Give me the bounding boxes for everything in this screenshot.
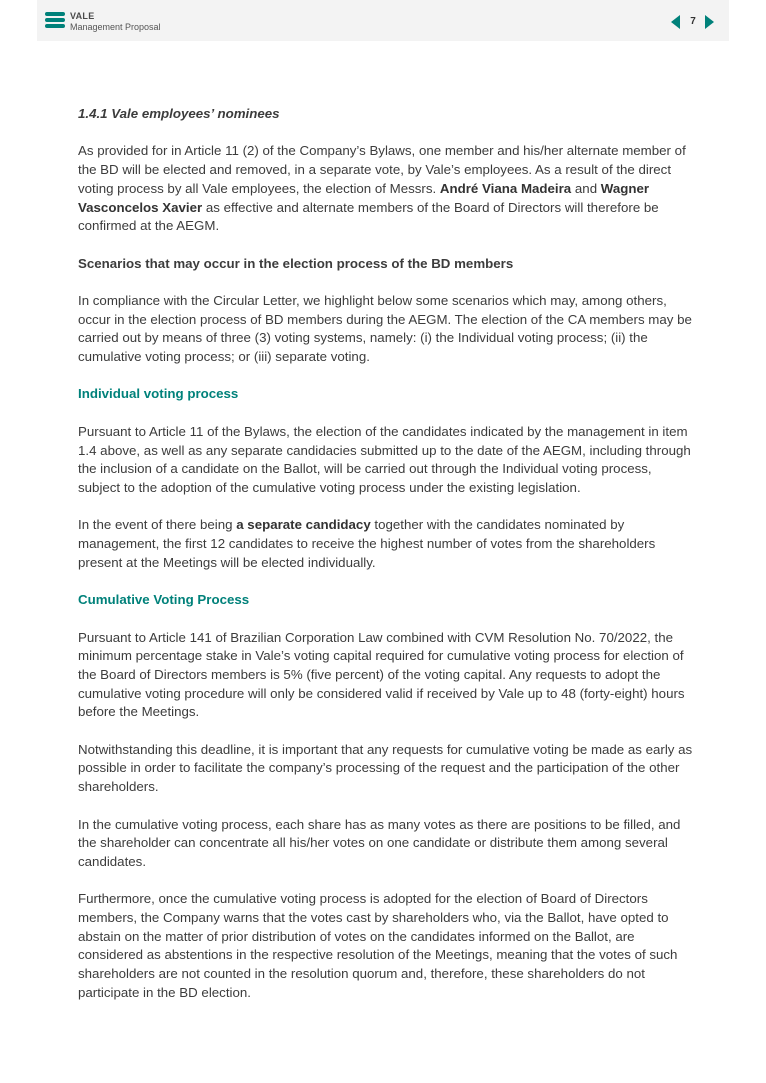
bold-text: a separate candidacy	[236, 517, 371, 533]
paragraph-abstentions: Furthermore, once the cumulative voting process is adopted for the election of Board of Directors members, the Company warns that the votes cast by shareholders who, via the Ballot, have opted to abstain on the matter of prior distribution of votes on the candidates informed on the Ballot, are considered as abstentions in the respective resolution of the Meetings, meaning that the votes of such shareholders are not counted in the resolution quorum and, therefore, these shareholders do not participate in the BD election.	[78, 891, 678, 1000]
menu-icon[interactable]	[45, 12, 65, 28]
paragraph-votes-per-share: In the cumulative voting process, each share has as many votes as there are positions to be filled, and the shareholder can concentrate all his/her votes on one candidate or distribute them among several candidates.	[78, 816, 681, 869]
arrow-right-icon[interactable]	[705, 15, 714, 29]
section-title: 1.4.1 Vale employees’ nominees	[78, 106, 280, 121]
brand	[70, 11, 161, 33]
document-body	[78, 105, 696, 1021]
paragraph-individual-voting: Pursuant to Article 11 of the Bylaws, the election of the candidates indicated by the management in item 1.4 above, as well as any separate candidacies submitted up to the date of the AEGM, including through the inclusion of a candidate on the Ballot, will be carried out through the Individual voting process, subject to the adoption of the cumulative voting process under the existing legislation.	[78, 423, 691, 495]
paragraph-cumulative-threshold: Pursuant to Article 141 of Brazilian Corporation Law combined with CVM Resolution No. 70/2022, the minimum percentage stake in Vale’s voting capital required for cumulative voting process for election of the Board of Directors members is 5% (five percent) of the voting capital. Any requests to adopt the cumulative voting procedure will only be considered valid if received by Vale up to 48 (forty-eight) hours before the Meetings.	[78, 629, 685, 720]
paragraph-separate-candidacy	[78, 516, 696, 572]
paragraph-scenarios: In compliance with the Circular Letter, we highlight below some scenarios which may, among others, occur in the election process of BD members during the AEGM. The election of the CA members may be carried out by means of three (3) voting systems, namely: (i) the Individual voting process; (ii) the cumulative voting process; or (iii) separate voting.	[78, 292, 692, 365]
text: together with the candidates nominated by management, the first 12 candidates to receive the highest number of votes from the shareholders present at the Meetings will be elected individually.	[78, 517, 656, 570]
paragraph-deadline: Notwithstanding this deadline, it is important that any requests for cumulative voting be made as early as possible in order to facilitate the company’s processing of the request and the participation of the other shareholders.	[78, 741, 693, 795]
page-header	[37, 0, 729, 41]
cumulative-voting-heading: Cumulative Voting Process	[78, 592, 250, 608]
document-subtitle: Management Proposal	[70, 22, 161, 32]
arrow-left-icon[interactable]	[671, 15, 680, 29]
text: and	[571, 180, 601, 196]
text: In the event of there being	[78, 517, 237, 533]
scenarios-heading: Scenarios that may occur in the election process of the BD members	[78, 255, 514, 271]
page-number: 7	[690, 16, 696, 27]
individual-voting-heading: Individual voting process	[78, 386, 239, 402]
brand-name: VALE	[70, 11, 95, 21]
paragraph-employees-nominees	[78, 142, 696, 236]
text: As provided for in Article 11 (2) of the Company’s Bylaws, one member and his/her alternate member of the BD will be elected and removed, in a separate vote, by Vale’s employees. As a result of the direct voting process by all Vale employees, the election of Messrs.	[78, 143, 686, 196]
nominee-name-1: André Viana Madeira	[439, 180, 572, 196]
nominee-name-2: Wagner Vasconcelos Xavier	[78, 180, 650, 215]
text: as effective and alternate members of the Board of Directors will therefore be confirmed at the AEGM.	[78, 199, 659, 234]
